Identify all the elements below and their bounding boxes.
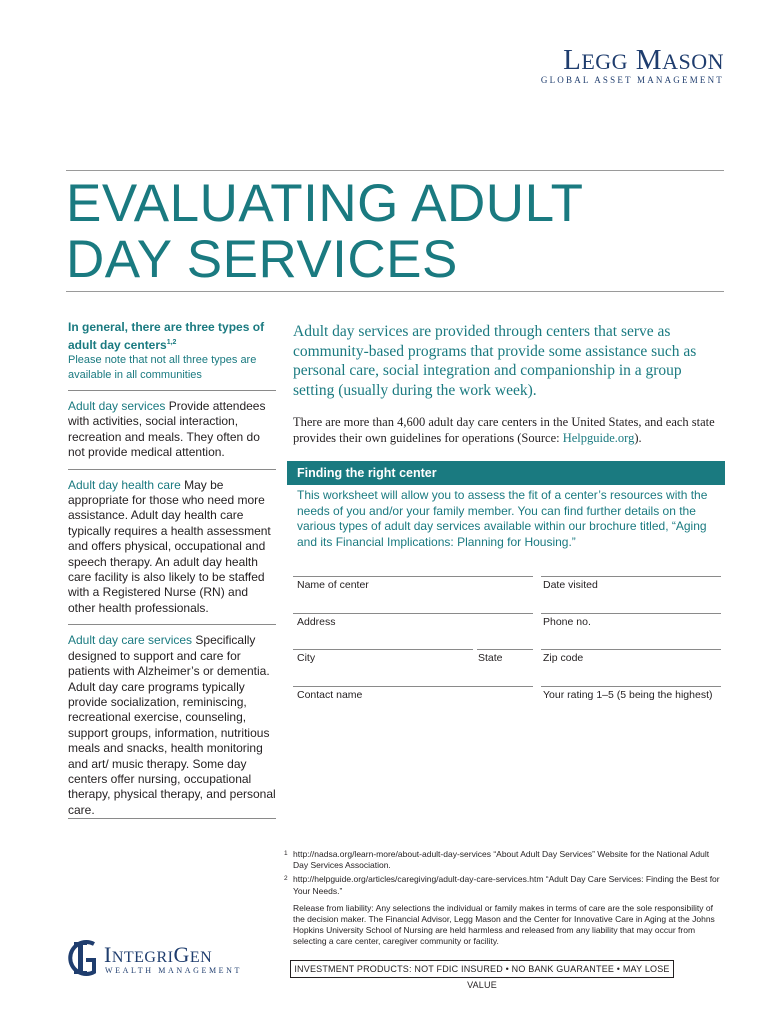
footnote-1 — [284, 849, 724, 871]
footnote-text: http://nadsa.org/learn-more/about-adult-day-services “About Adult Day Services” Website for the National Adult Day Services Association. — [293, 849, 710, 871]
service-block-adult-day-services — [68, 399, 276, 470]
footnote-text: http://helpguide.org/articles/caregiving/adult-day-care-services.htm “Adult Day Care Services: Finding the Best for Your Needs.” — [293, 874, 720, 896]
footnote-number: 1 — [284, 850, 288, 857]
rating-label: Your rating 1–5 (5 being the highest) — [543, 689, 713, 701]
address-field[interactable] — [293, 613, 533, 614]
phone-label: Phone no. — [543, 616, 591, 628]
logo-letter: I — [104, 942, 112, 967]
name-of-center-label: Name of center — [297, 579, 369, 591]
service-title: Adult day care services — [68, 633, 193, 648]
investment-disclaimer: INVESTMENT PRODUCTS: NOT FDIC INSURED • NO BANK GUARANTEE • MAY LOSE VALUE — [290, 960, 674, 978]
date-visited-label: Date visited — [543, 579, 598, 591]
rating-field[interactable] — [541, 686, 721, 687]
service-title: Adult day health care — [68, 477, 181, 492]
integrigen-logo-subtitle: WEALTH MANAGEMENT — [105, 966, 243, 975]
service-text: Specifically designed to support and care for patients with Alzheimer’s or dementia. Adult day care programs typically provide socialization, reminiscing, recreational exercise, counseling, support groups, information, nutritious meals and snacks, health monitoring and art/ music therapy. Some day centers offer nursing, occupational therapy, physical therapy, and personal care. — [68, 633, 276, 817]
footnote-number: 2 — [284, 875, 288, 883]
state-field[interactable] — [477, 649, 533, 650]
body-text: There are more than 4,600 adult day care centers in the United States, and each state provides their own guidelines for operations (Source: — [293, 415, 715, 445]
service-block-adult-day-health-care — [68, 478, 276, 626]
logo-letters: EGG — [581, 49, 629, 74]
title-line-2: DAY SERVICES — [66, 230, 458, 289]
helpguide-link[interactable]: Helpguide.org — [562, 431, 635, 445]
legg-mason-logo — [563, 44, 724, 77]
integrigen-logo-name — [104, 942, 212, 968]
date-visited-field[interactable] — [541, 576, 721, 577]
footnote-2 — [284, 874, 724, 896]
logo-letter: L — [563, 44, 582, 76]
zip-code-label: Zip code — [543, 652, 584, 664]
logo-letter: G — [173, 942, 190, 967]
contact-name-field[interactable] — [293, 686, 533, 687]
integrigen-logo-mark-icon — [66, 938, 100, 978]
contact-name-label: Contact name — [297, 689, 363, 701]
release-from-liability: Release from liability: Any selections the individual or family makes in terms of care are the sole responsibility of the decision maker. The Financial Advisor, Legg Mason and the Center for Innovative Care in Aging at the Johns Hopkins University School of Nursing are held harmless and released from any liability that may occur from selecting a care center, caregiver community or facility. — [293, 902, 715, 947]
title-bottom-rule — [66, 291, 724, 292]
lead-paragraph: Adult day services are provided through centers that serve as community-based programs that provide some assistance such as personal care, social integration and companionship in a group setting (usually during the work week). — [293, 323, 697, 399]
logo-letters: EN — [189, 949, 213, 966]
page-title — [66, 176, 706, 288]
phone-field[interactable] — [541, 613, 721, 614]
logo-letters: ASON — [662, 49, 724, 74]
left-column-end-rule — [68, 818, 276, 819]
finding-center-heading: Finding the right center — [287, 461, 725, 485]
intro-block — [68, 320, 276, 391]
service-title: Adult day services — [68, 399, 166, 413]
service-text: Provide attendees with activities, social interaction, recreation and meals. They often do not provide medical attention. — [68, 399, 266, 460]
intro-footnote-ref: 1,2 — [166, 339, 177, 346]
logo-letter: M — [635, 44, 663, 76]
city-label: City — [297, 652, 316, 664]
title-line-1: EVALUATING ADULT — [66, 174, 584, 233]
state-label: State — [478, 652, 503, 664]
intro-heading — [68, 320, 276, 353]
left-column — [68, 320, 276, 818]
body-paragraph — [293, 414, 725, 446]
city-field[interactable] — [293, 649, 473, 650]
logo-letters: NTEGRI — [111, 949, 174, 966]
service-block-adult-day-care-services — [68, 633, 276, 818]
service-text: May be appropriate for those who need more assistance. Adult day health care typically requires a health assessment and offers physical, occupational and speech therapy. An adult day health care facility is also likely to be staffed with a Registered Nurse (RN) and other health professionals. — [68, 477, 271, 615]
legg-mason-logo-subtitle: GLOBAL ASSET MANAGEMENT — [540, 75, 724, 85]
body-text-end: ). — [634, 431, 642, 445]
worksheet-intro: This worksheet will allow you to assess the fit of a center’s resources with the needs of you and/or your family member. You can find further details on the various types of adult day services available within our brochure titled, “Aging and its Financial Implications: Planning for Housing.” — [297, 488, 708, 549]
title-top-rule — [66, 170, 724, 171]
intro-note: Please note that not all three types are available in all communities — [68, 354, 257, 381]
footnotes — [284, 849, 724, 948]
address-label: Address — [297, 616, 336, 628]
name-of-center-field[interactable] — [293, 576, 533, 577]
intro-heading-text: In general, there are three types of adult day centers — [68, 320, 265, 352]
zip-code-field[interactable] — [541, 649, 721, 650]
